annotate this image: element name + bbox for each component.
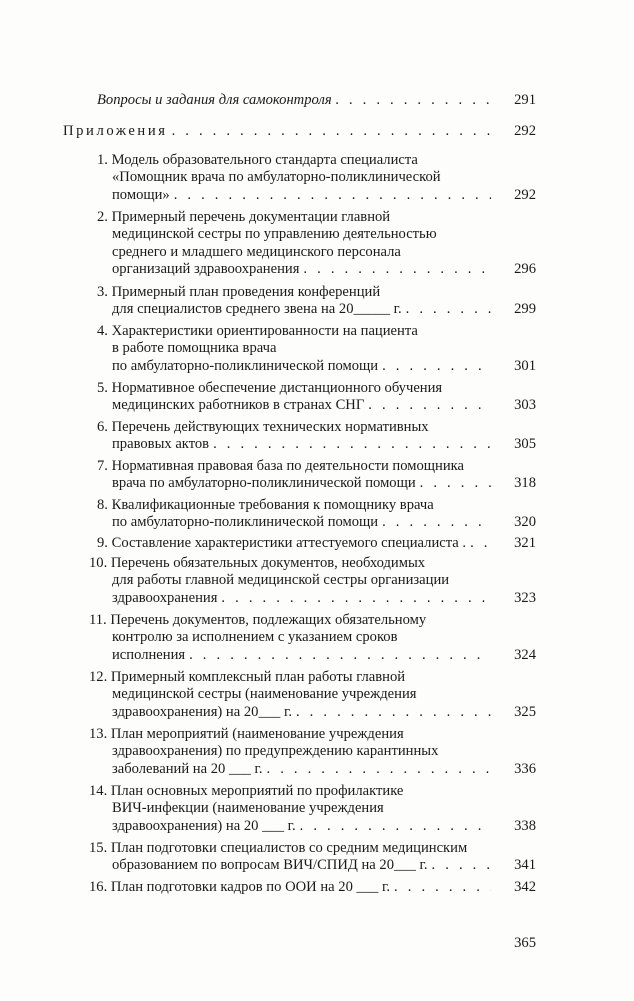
dot-leader [336,92,491,109]
dot-leader [172,123,491,140]
toc-entry-line: здравоохранения [112,589,218,606]
toc-page-number: 341 [514,857,536,874]
toc-page-number: 303 [514,397,536,414]
dot-leader [221,590,491,607]
toc-entry-line: 13. План мероприятий (наименование учреждения [89,726,404,742]
toc-entry-title: Вопросы и задания для самоконтроля [97,92,332,108]
dot-leader [368,397,491,414]
toc-page-number: 296 [514,260,536,277]
toc-entry-line: 3. Примерный план проведения конференций [97,284,381,300]
toc-page-number: 338 [514,817,536,834]
toc-entry-line: здравоохранения) по предупреждению карантинных [112,743,439,760]
toc-entry-line: здравоохранения) на 20 ___ г. [112,817,296,834]
toc-entry-line: помощи» [112,186,170,203]
toc-entry-line: для специалистов среднего звена на 20_____ г. [112,301,402,318]
toc-entry-line: по амбулаторно-поликлинической помощи [112,357,379,374]
toc-entry-line: «Помощник врача по амбулаторно-поликлинической [112,169,441,186]
toc-entry-line: 16. План подготовки кадров по ООИ на 20 ___ г. [89,879,391,895]
toc-page-number: 321 [514,535,536,551]
toc-entry-line: 6. Перечень действующих технических нормативных [97,419,429,435]
toc-entry-line: по амбулаторно-поликлинической помощи [112,514,379,531]
dot-leader [382,514,491,531]
toc-entry-line: заболеваний на 20 ___ г. [112,760,263,777]
toc-page-number: 301 [514,357,536,374]
toc-entry-line: правовых актов [112,436,210,453]
dot-leader [174,187,491,204]
dot-leader [420,475,491,492]
toc-entry-line: 14. План основных мероприятий по профилактике [89,783,404,799]
toc-page-number: 305 [514,436,536,453]
toc-entry-line: медицинской сестры по управлению деятельностью [112,226,437,243]
toc-page-number: 324 [514,646,536,663]
toc-entry-line: 5. Нормативное обеспечение дистанционного обучения [97,380,443,396]
dot-leader [296,704,491,721]
toc-page-number: 320 [514,514,536,531]
toc-page-number: 323 [514,589,536,606]
toc-entry-line: здравоохранения) на 20___ г. [112,703,292,720]
toc-entry-line: 1. Модель образовательного стандарта специалиста [97,152,418,168]
toc-entry-title: Приложения [63,123,168,139]
toc-entry-line: образованием по вопросам ВИЧ/СПИД на 20___ г. [112,857,428,874]
toc-entry-line: 12. Примерный комплексный план работы главной [89,669,406,685]
dot-leader [432,857,491,874]
page-footer-number: 365 [514,935,536,951]
toc-entry-line: в работе помощника врача [112,340,277,357]
toc-entry-line: среднего и младшего медицинского персонала [112,243,401,260]
toc-entry-line: 10. Перечень обязательных документов, необходимых [89,555,426,571]
dot-leader [267,761,492,778]
dot-leader [470,535,491,552]
toc-page-number: 292 [514,123,536,139]
toc-page-number: 336 [514,760,536,777]
toc-page-number: 299 [514,301,536,318]
toc-page-number: 292 [514,186,536,203]
toc-entry-line: контролю за исполнением с указанием сроков [112,629,398,646]
toc-entry-line: организаций здравоохранения [112,260,300,277]
toc-entry-line: медицинских работников в странах СНГ [112,397,365,414]
toc-entry-line: врача по амбулаторно-поликлинической помощи [112,475,416,492]
toc-entry-line: 8. Квалификационные требования к помощнику врача [97,497,434,513]
toc-entry-line: 4. Характеристики ориентированности на пациента [97,323,418,339]
toc-entry-line: 2. Примерный перечень документации главной [97,209,391,225]
toc-entry-line: 15. План подготовки специалистов со средним медицинским [89,840,468,856]
toc-entry-line: ВИЧ-инфекции (наименование учреждения [112,800,384,817]
toc-entry-line: 9. Составление характеристики аттестуемого специалиста . [97,535,467,551]
toc-page-number: 325 [514,703,536,720]
toc-page-number: 291 [514,92,536,108]
dot-leader [406,301,491,318]
toc-entry-line: медицинской сестры (наименование учреждения [112,686,417,703]
dot-leader [189,647,491,664]
dot-leader [303,261,491,278]
toc-entry-line: для работы главной медицинской сестры организации [112,572,450,589]
dot-leader [394,879,491,896]
toc-entry-line: исполнения [112,646,186,663]
dot-leader [213,436,491,453]
toc-page-number: 342 [514,879,536,895]
toc-entry-line: 7. Нормативная правовая база по деятельности помощника [97,458,464,474]
dot-leader [382,358,491,375]
toc-page-number: 318 [514,475,536,492]
toc-entry-line: 11. Перечень документов, подлежащих обязательному [89,612,427,628]
dot-leader [300,818,491,835]
